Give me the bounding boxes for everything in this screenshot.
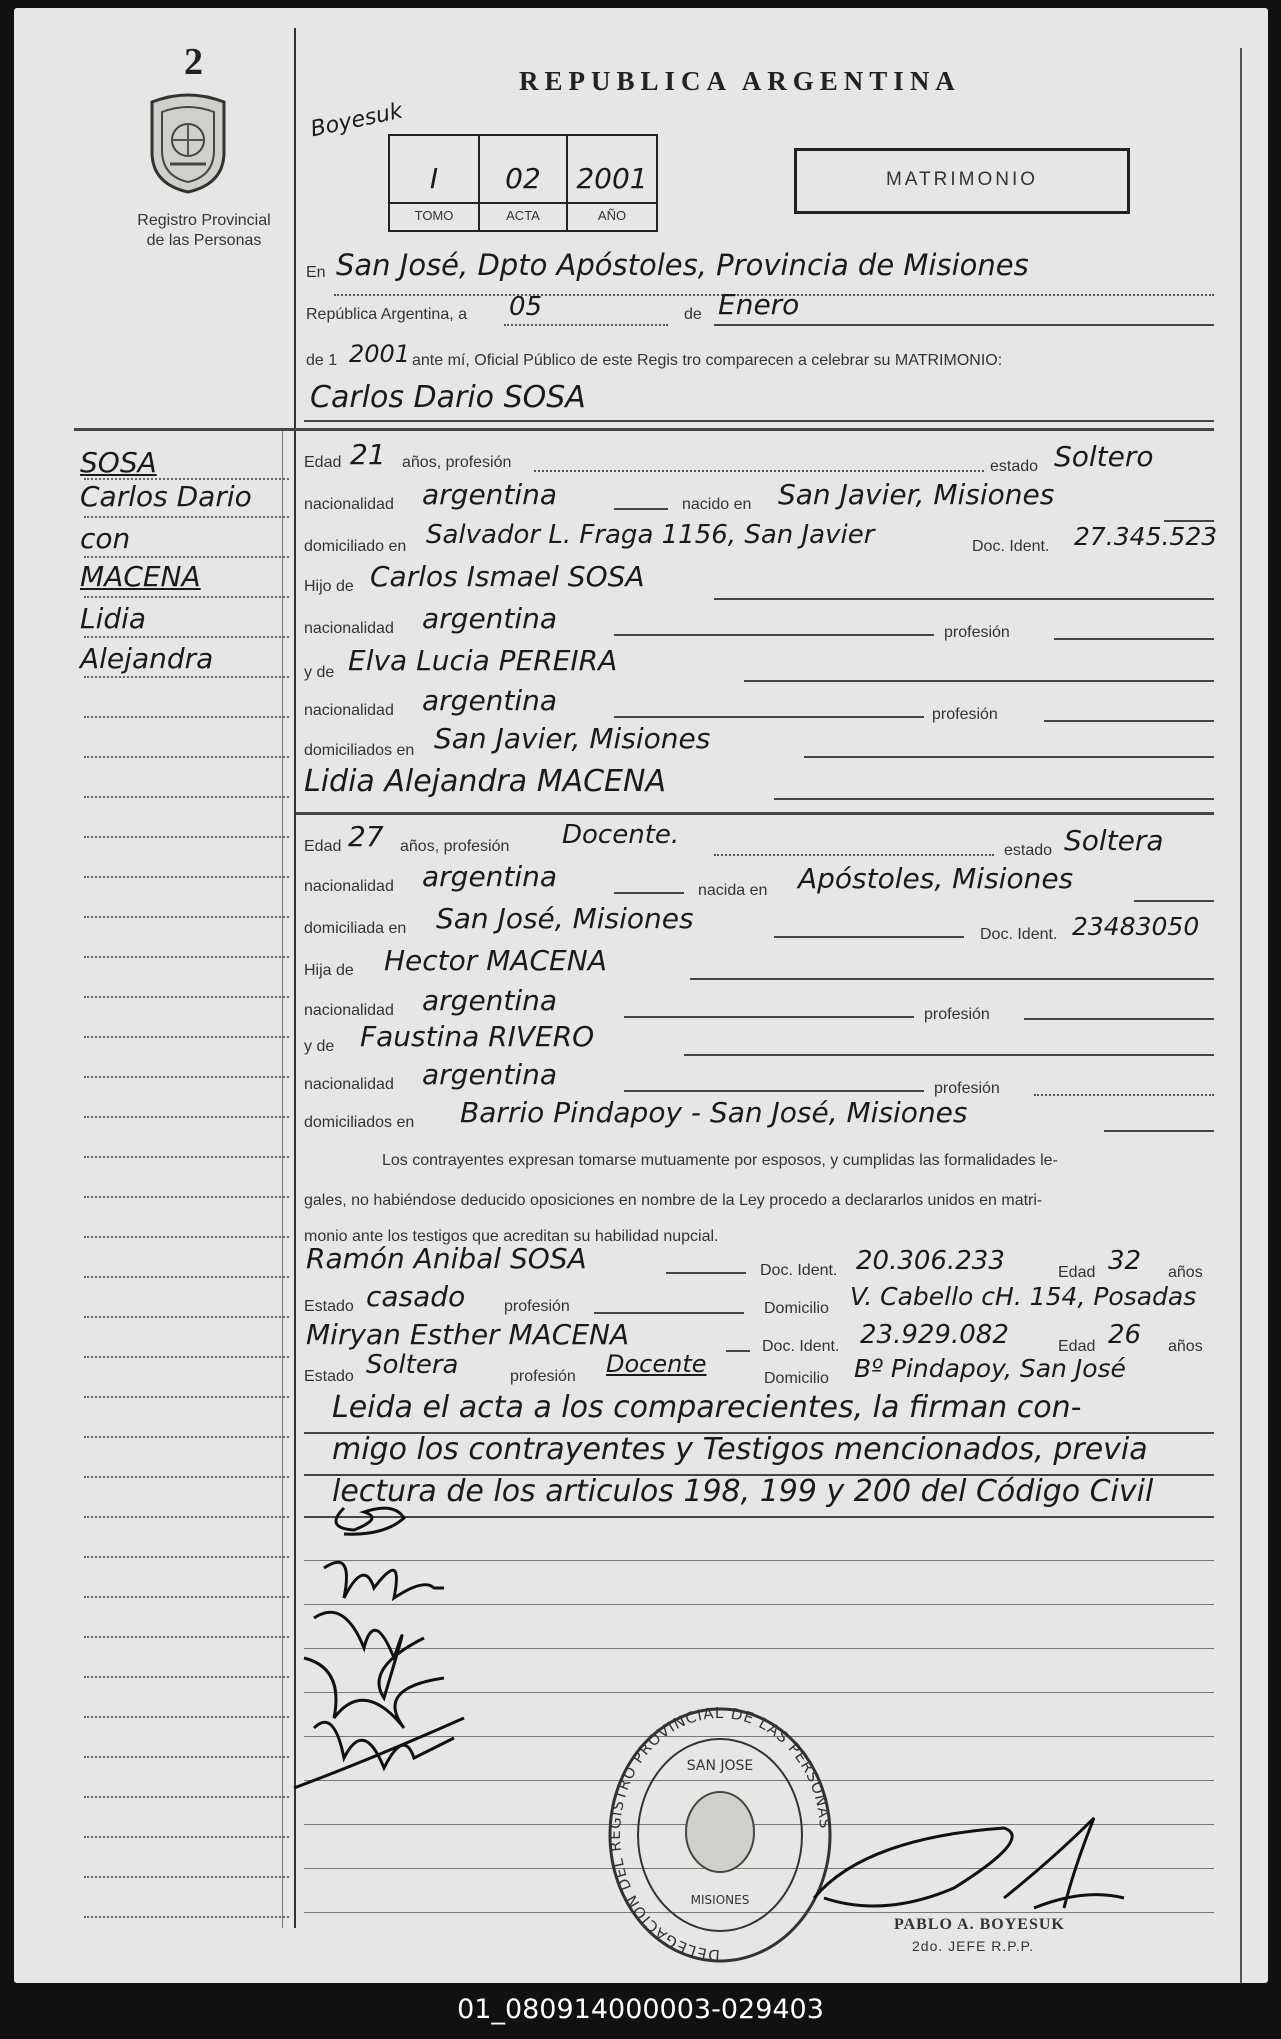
anos-profesion-label: años, profesión [402, 454, 512, 471]
witness1-name: Ramón Anibal SOSA [306, 1242, 587, 1275]
domiciliado-en-label: domiciliado en [304, 538, 407, 555]
declaration-line-1: Los contrayentes expresan tomarse mutuamente por esposos, y cumplidas las formalidades le- [382, 1152, 1058, 1169]
place: San José, Dpto Apóstoles, Provincia de Misiones [336, 248, 1029, 282]
ano-label: AÑO [597, 208, 627, 223]
month: Enero [718, 288, 800, 321]
witness1-estado-label: Estado [304, 1298, 354, 1315]
doc-ident-label: Doc. Ident. [972, 538, 1050, 555]
de-label: de [684, 306, 702, 323]
country-title: REPUBLICA ARGENTINA [519, 66, 961, 96]
bride-civil-status: Soltera [1064, 824, 1164, 857]
groom-mother: Elva Lucia PEREIRA [348, 644, 618, 677]
bride-doc: 23483050 [1072, 912, 1200, 941]
bride-profession: Docente. [562, 820, 680, 850]
bride-mother-nationality: argentina [422, 1058, 558, 1091]
ano-value: 2001 [576, 162, 648, 195]
witness2-anos-label: años [1168, 1338, 1203, 1355]
witness2-status: Soltera [366, 1350, 459, 1380]
margin-divider-2 [282, 428, 283, 1928]
year-prefix: de 1 [306, 352, 338, 369]
stamp-inner-top: SAN JOSE [686, 1758, 754, 1774]
nacida-en-label: nacida en [698, 882, 768, 899]
officer-name: PABLO A. BOYESUK [894, 1916, 1065, 1933]
province-seal-icon [142, 92, 234, 194]
bride-father-nationality: argentina [422, 984, 558, 1017]
witness1-doc: 20.306.233 [856, 1246, 1005, 1276]
bride-nationality: argentina [422, 860, 558, 893]
witness1-doc-label: Doc. Ident. [760, 1262, 838, 1279]
bride-father: Hector MACENA [384, 944, 607, 977]
closing-line-3: lectura de los articulos 198, 199 y 200 del Código Civil [332, 1474, 1154, 1509]
year: 2001 [349, 340, 411, 368]
closing-line-2: migo los contrayentes y Testigos mencionados, previa [332, 1432, 1148, 1467]
groom-father-prof-label: profesión [944, 624, 1010, 641]
bride-mother-nat-label: nacionalidad [304, 1076, 394, 1093]
groom-mother-nationality: argentina [422, 684, 558, 717]
registry-stamp-image [606, 1704, 834, 1966]
groom-full-name: Carlos Dario SOSA [310, 380, 586, 415]
registry-name-line1: Registro Provincial [137, 212, 271, 229]
nacido-en-label: nacido en [682, 496, 752, 513]
tomo-value: I [429, 162, 439, 195]
bride-birthplace: Apóstoles, Misiones [798, 862, 1074, 895]
nacionalidad-label: nacionalidad [304, 496, 394, 513]
edad-label: Edad [304, 454, 342, 471]
bride-y-de-label: y de [304, 1038, 335, 1055]
stamp-ring-text: DELEGACION DEL REGISTRO PROVINCIAL DE LAS PERSONAS [606, 1704, 834, 1965]
bride-doc-label: Doc. Ident. [980, 926, 1058, 943]
margin-line-1: SOSA [80, 446, 157, 479]
closing-line-1: Leida el acta a los comparecientes, la firman con- [332, 1390, 1082, 1425]
signatures-image [284, 1488, 484, 1808]
witness2-edad-label: Edad [1058, 1338, 1096, 1355]
stamp-inner-bottom: MISIONES [690, 1893, 750, 1907]
witness2-address: Bº Pindapoy, San José [854, 1354, 1126, 1383]
bride-edad-label: Edad [304, 838, 342, 855]
witness2-estado-label: Estado [304, 1368, 354, 1385]
margin-line-2: Carlos Dario [80, 480, 252, 513]
bride-parents-address: Barrio Pindapoy - San José, Misiones [460, 1096, 968, 1129]
declaration-line-2: gales, no habiéndose deducido oposiciones en nombre de la Ley procedo a declararlos unidos en matri- [304, 1192, 1043, 1209]
bride-domiciliados-en-label: domiciliados en [304, 1114, 415, 1131]
page-edge [1240, 48, 1242, 1983]
bride-mother: Faustina RIVERO [360, 1020, 595, 1053]
witness2-profession: Docente [606, 1350, 707, 1378]
groom-father-nat-label: nacionalidad [304, 620, 394, 637]
bride-anos-profesion-label: años, profesión [400, 838, 510, 855]
bride-father-nat-label: nacionalidad [304, 1002, 394, 1019]
witness2-doc: 23.929.082 [860, 1320, 1009, 1350]
bride-address: San José, Misiones [436, 902, 694, 935]
day: 05 [509, 292, 543, 322]
hijo-de-label: Hijo de [304, 578, 354, 595]
witness2-name: Miryan Esther MACENA [306, 1318, 630, 1351]
witness1-domicilio-label: Domicilio [764, 1300, 829, 1317]
declaration-line-3: monio ante los testigos que acreditan su habilidad nupcial. [304, 1228, 719, 1245]
margin-line-3: con [80, 522, 131, 555]
groom-birthplace: San Javier, Misiones [778, 478, 1055, 511]
witness2-domicilio-label: Domicilio [764, 1370, 829, 1387]
groom-age: 21 [350, 438, 386, 471]
registry-name-line2: de las Personas [146, 232, 262, 249]
appearance-statement: ante mí, Oficial Público de este Regis tro comparecen a celebrar su MATRIMONIO: [412, 352, 1003, 369]
domiciliados-en-label: domiciliados en [304, 742, 415, 759]
groom-address: Salvador L. Fraga 1156, San Javier [426, 520, 875, 550]
witness1-address: V. Cabello cH. 154, Posadas [850, 1282, 1197, 1311]
bride-estado-label: estado [1004, 842, 1053, 859]
witness2-prof-label: profesión [510, 1368, 576, 1385]
witness1-prof-label: profesión [504, 1298, 570, 1315]
groom-nationality: argentina [422, 478, 558, 511]
margin-line-6: Alejandra [80, 642, 214, 675]
margin-line-5: Lidia [80, 602, 147, 635]
groom-mother-nat-label: nacionalidad [304, 702, 394, 719]
record-type: MATRIMONIO [885, 169, 1039, 190]
record-number-box [388, 134, 658, 232]
republica-label: República Argentina, a [306, 306, 467, 323]
tomo-label: TOMO [414, 208, 454, 223]
bride-nacionalidad-label: nacionalidad [304, 878, 394, 895]
en-label: En [306, 264, 326, 281]
witness1-status: casado [366, 1280, 466, 1313]
witness1-age: 32 [1108, 1246, 1142, 1276]
bride-full-name: Lidia Alejandra MACENA [304, 764, 666, 799]
acta-label: ACTA [506, 208, 540, 223]
footer-code: 01_080914000003-029403 [457, 1994, 824, 2025]
witness1-anos-label: años [1168, 1264, 1203, 1281]
groom-parents-address: San Javier, Misiones [434, 722, 711, 755]
witness2-age: 26 [1108, 1320, 1142, 1350]
margin-line-4: MACENA [80, 560, 201, 593]
witness1-edad-label: Edad [1058, 1264, 1096, 1281]
page-number: 2 [184, 41, 203, 83]
groom-father-nationality: argentina [422, 602, 558, 635]
groom-civil-status: Soltero [1054, 440, 1154, 473]
acta-value: 02 [505, 162, 541, 195]
y-de-label: y de [304, 664, 335, 681]
bride-mother-prof-label: profesión [934, 1080, 1000, 1097]
officer-title: 2do. JEFE R.P.P. [912, 1938, 1035, 1954]
record-type-box [794, 148, 1130, 214]
estado-label: estado [990, 458, 1039, 475]
witness2-doc-label: Doc. Ident. [762, 1338, 840, 1355]
handwritten-name: Boyesuk [308, 98, 405, 143]
officer-signature-image [804, 1798, 1134, 1928]
document-page [14, 8, 1268, 1983]
bride-father-prof-label: profesión [924, 1006, 990, 1023]
groom-father: Carlos Ismael SOSA [370, 560, 645, 593]
groom-mother-prof-label: profesión [932, 706, 998, 723]
groom-doc: 27.345.523 [1074, 522, 1218, 551]
domiciliada-en-label: domiciliada en [304, 920, 407, 937]
bride-age: 27 [348, 820, 384, 853]
hija-de-label: Hija de [304, 962, 354, 979]
